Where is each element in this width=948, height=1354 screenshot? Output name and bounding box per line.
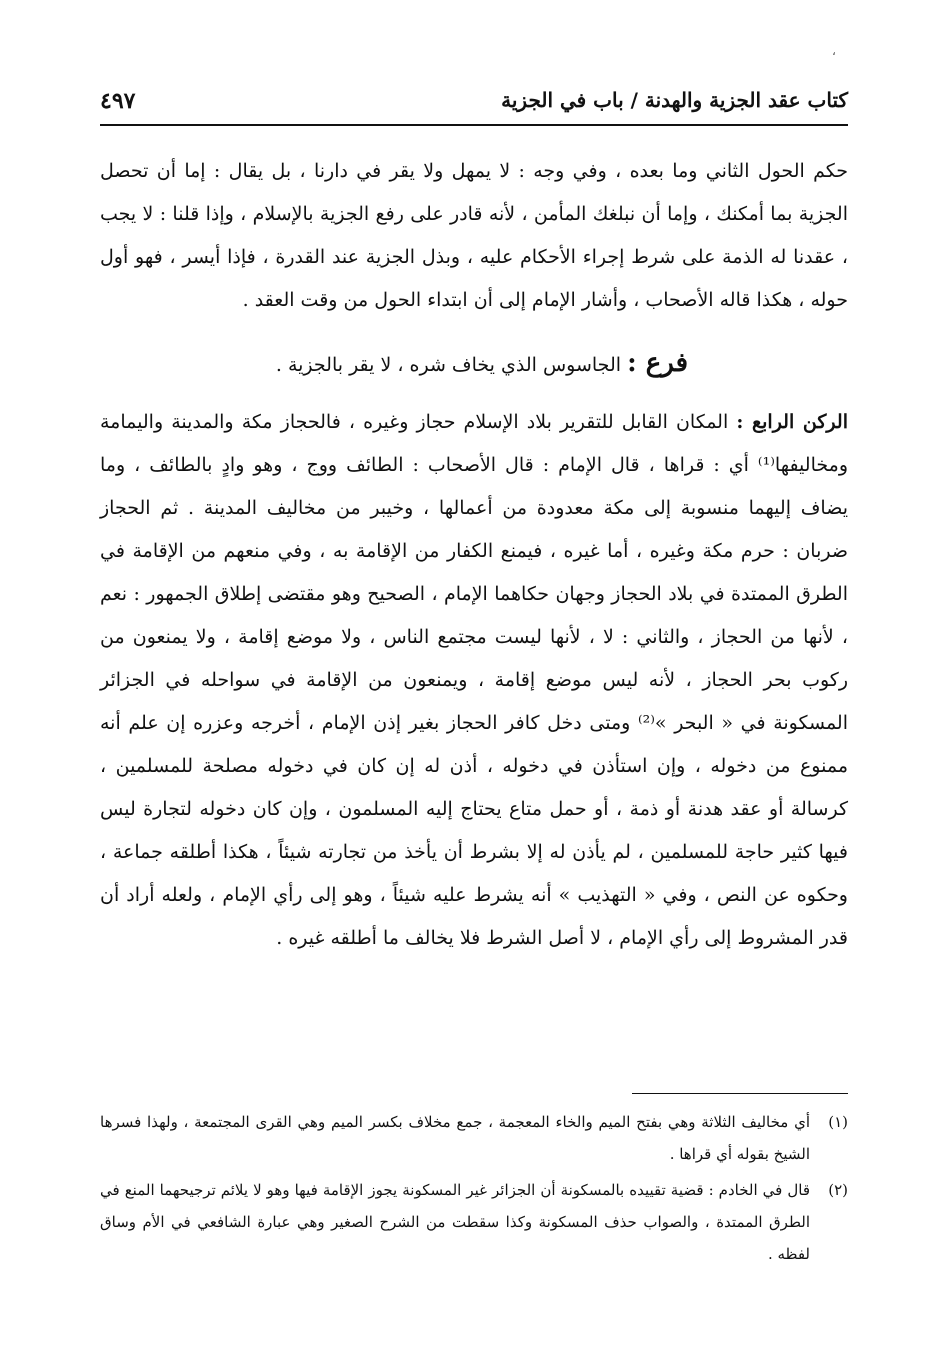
header-title: كتاب عقد الجزية والهدنة / باب في الجزية	[501, 88, 848, 112]
page-header	[100, 84, 848, 124]
footnote-1	[100, 1106, 848, 1170]
header-rule	[100, 124, 848, 126]
paragraph-1: حكم الحول الثاني وما بعده ، وفي وجه : لا يمهل ولا يقر في دارنا ، بل يقال : إما أن تحصل الجزية بما أمكنك ، وإما أن نبلغك المأمن ، لأنه قادر على رفع الجزية بالإسلام ، وإذا قلنا : لا يجب ، عقدنا له الذمة على شرط إجراء الأحكام عليه ، وبذل الجزية عند القدرة ، فإذا أيسر ، فهو أول حوله ، هكذا قاله الأصحاب ، وأشار الإمام إلى أن ابتداء الحول من وقت العقد .	[100, 160, 848, 311]
footnote-separator	[632, 1093, 848, 1094]
footnote-number: (٢)	[828, 1181, 848, 1199]
paragraph-3-text: المكان القابل للتقرير بلاد الإسلام حجاز وغيره ، فالحجاز مكة والمدينة واليمامة ومخاليفها⁽¹⁾ أي : قراها ، قال الإمام : قال الأصحاب : الطائف ووج ، وهو وادٍ بالطائف ، وما يضاف إليهما منسوبة إلى مكة معدودة من أعمالها ، وخيبر من مخاليف المدينة . ثم الحجاز ضربان : حرم مكة وغيره ، أما غيره ، فيمنع الكفار من الإقامة به ، وفي منعهم من الإقامة في الطرق الممتدة في بلاد الحجاز وجهان حكاهما الإمام ، الصحيح وهو مقتضى إطلاق الجمهور : نعم ، لأنها من الحجاز ، والثاني : لا ، لأنها ليست مجتمع الناس ، ولا موضع إقامة ، ولا يمنعون من ركوب بحر الحجاز ، لأنه ليس موضع إقامة ، ويمنعون من الإقامة في سواحله في الجزائر المسكونة في « البحر »⁽²⁾ ومتى دخل كافر الحجاز بغير إذن الإمام ، أخرجه وعزره إن علم أنه ممنوع من دخوله ، وإن استأذن في دخوله ، أذن له إن كان في دخوله مصلحة للمسلمين ، كرسالة أو عقد هدنة أو ذمة ، أو حمل متاع يحتاج إليه المسلمون ، وإن كان دخوله لتجارة ليس فيها كثير حاجة للمسلمين ، لم يأذن له إلا بشرط أن يأخذ من تجارته شيئاً ، هكذا أطلقه جماعة ، وحكوه عن النص ، وفي « التهذيب » أنه يشرط عليه شيئاً ، وهو إلى رأي الإمام ، ولعله أراد أن قدر المشروط إلى رأي الإمام ، لا أصل الشرط فلا يخالف ما أطلقه غيره .	[100, 411, 848, 949]
main-text	[100, 150, 848, 960]
paragraph-3	[100, 401, 848, 960]
paragraph-3-lead: الركن الرابع :	[736, 411, 848, 433]
footnote-text: أي مخاليف الثلاثة وهي بفتح الميم والخاء المعجمة ، جمع مخلاف بكسر الميم وهي القرى المجتمعة ، ولهذا فسرها الشيخ بقوله أي قراها .	[100, 1113, 810, 1163]
furu-paragraph	[100, 342, 848, 387]
stray-mark: ،	[832, 44, 836, 58]
footnote-2	[100, 1174, 848, 1270]
page-number: ٤٩٧	[100, 88, 136, 114]
footnotes	[100, 1106, 848, 1274]
furu-text: الجاسوس الذي يخاف شره ، لا يقر بالجزية .	[275, 354, 622, 376]
footnote-number: (١)	[828, 1113, 848, 1131]
furu-label: فرع :	[627, 348, 688, 378]
footnote-text: قال في الخادم : قضية تقييده بالمسكونة أن الجزائر غير المسكونة يجوز الإقامة فيها وهو لا يلائم ترجيحهما المنع في الطرق الممتدة ، والصواب حذف المسكونة وكذا سقطت من الشرح الصغير وهي عبارة الشافعي في الأم وساق لفظه .	[100, 1181, 810, 1263]
